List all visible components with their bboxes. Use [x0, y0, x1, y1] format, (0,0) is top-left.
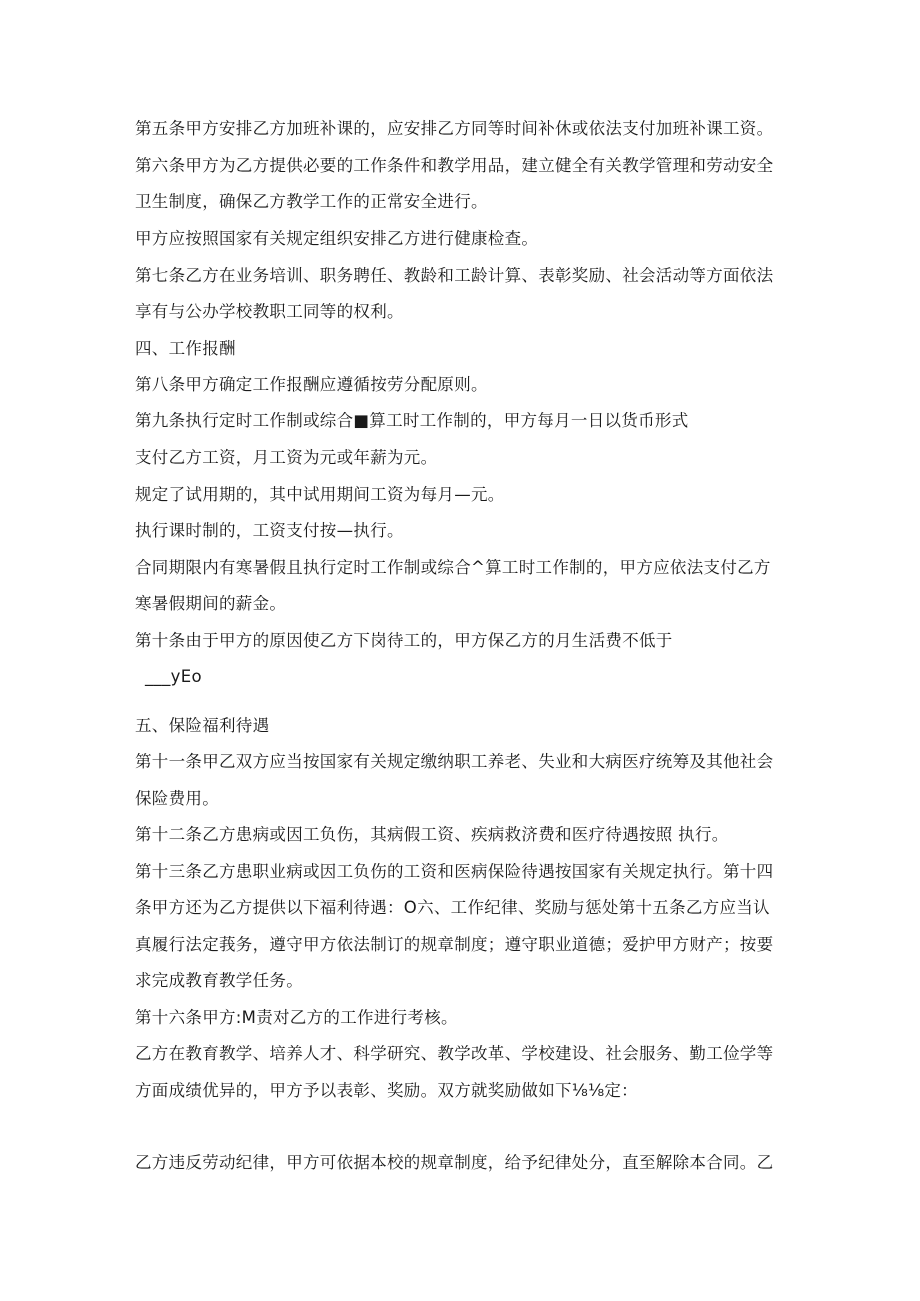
- blank-fill-line: ___yEo: [145, 667, 202, 686]
- paragraph-line: 第十条由于甲方的原因使乙方下岗待工的，甲方保乙方的月生活费不低于: [135, 631, 673, 650]
- paragraph-line: 条甲方还为乙方提供以下福利待遇：O六、工作纪律、奖励与惩处第十五条乙方应当认: [135, 898, 770, 917]
- paragraph-line: 合同期限内有寒暑假且执行定时工作制或综合^算工时工作制的，甲方应依法支付乙方: [135, 558, 771, 577]
- paragraph-line: 乙方违反劳动纪律，甲方可依据本校的规章制度，给予纪律处分，直至解除本合同。乙: [135, 1153, 774, 1172]
- paragraph-line: 第十二条乙方患病或因工负伤，其病假工资、疾病救济费和医疗待遇按照 执行。: [135, 825, 729, 844]
- paragraph-line: 第十三条乙方患职业病或因工负伤的工资和医病保险待遇按国家有关规定执行。第十四: [135, 862, 774, 881]
- paragraph-line: 享有与公办学校教职工同等的权利。: [135, 302, 404, 321]
- paragraph-line: 甲方应按照国家有关规定组织安排乙方进行健康检查。: [135, 229, 539, 248]
- paragraph-line: 第九条执行定时工作制或综合■算工时工作制的，甲方每月一日以货币形式: [135, 411, 689, 430]
- section-heading: 四、工作报酬: [135, 339, 236, 358]
- paragraph-line: 第十一条甲乙双方应当按国家有关规定缴纳职工养老、失业和大病医疗统筹及其他社会: [135, 752, 774, 771]
- paragraph-line: 求完成教育教学任务。: [135, 971, 303, 990]
- paragraph-line: 保险费用。: [135, 789, 219, 808]
- paragraph-line: 乙方在教育教学、培养人才、科学研究、教学改革、学校建设、社会服务、勤工俭学等: [135, 1044, 774, 1063]
- paragraph-line: 第六条甲方为乙方提供必要的工作条件和教学用品，建立健全有关教学管理和劳动安全: [135, 156, 774, 175]
- paragraph-line: 寒暑假期间的薪金。: [135, 594, 287, 613]
- paragraph-line: 第八条甲方确定工作报酬应遵循按劳分配原则。: [135, 375, 488, 394]
- paragraph-line: 卫生制度，确保乙方教学工作的正常安全进行。: [135, 192, 488, 211]
- paragraph-line: 规定了试用期的，其中试用期间工资为每月—元。: [135, 485, 505, 504]
- paragraph-line: 第五条甲方安排乙方加班补课的，应安排乙方同等时间补休或依法支付加班补课工资。: [135, 119, 774, 138]
- paragraph-line: 支付乙方工资，月工资为元或年薪为元。: [135, 448, 438, 467]
- section-heading: 五、保险福利待遇: [135, 716, 270, 735]
- paragraph-line: 执行课时制的，工资支付按—执行。: [135, 521, 404, 540]
- paragraph-line: 第七条乙方在业务培训、职务聘任、教龄和工龄计算、表彰奖励、社会活动等方面依法: [135, 266, 774, 285]
- paragraph-line: 第十六条甲方:M责对乙方的工作进行考核。: [135, 1008, 458, 1027]
- paragraph-line: 真履行法定莪务，遵守甲方依法制订的规章制度；遵守职业道德；爱护甲方财产；按要: [135, 935, 774, 954]
- paragraph-line: 方面成绩优异的，甲方予以表彰、奖励。双方就奖励做如下⅛⅛定：: [135, 1081, 638, 1100]
